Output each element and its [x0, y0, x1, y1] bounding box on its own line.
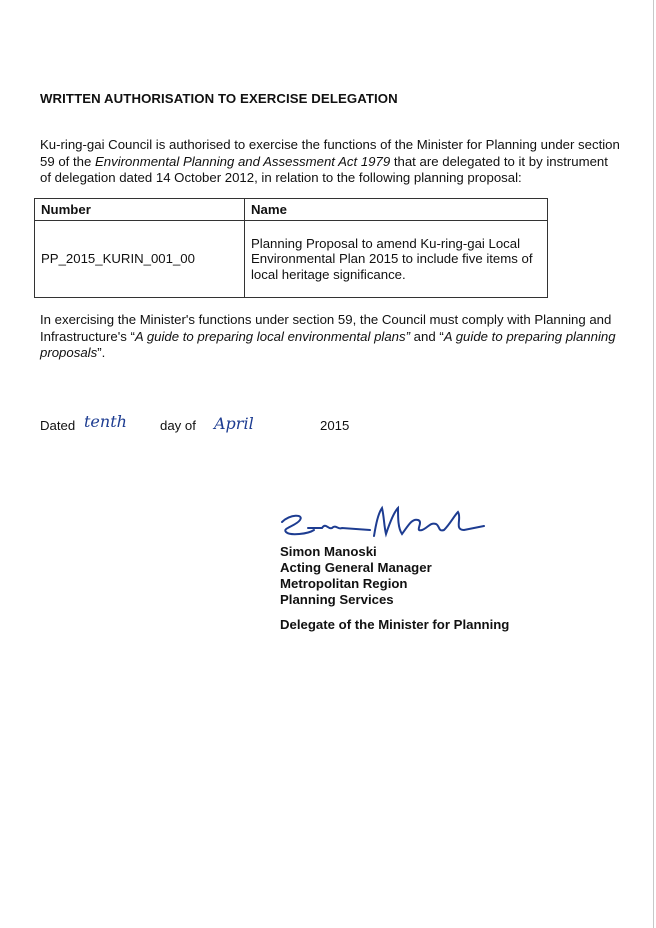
dated-label: Dated: [40, 418, 76, 433]
header-number: Number: [35, 199, 245, 221]
year-value: 2015: [320, 418, 350, 433]
signatory-block: [280, 544, 432, 608]
signatory-region: Metropolitan Region: [280, 576, 408, 591]
intro-text-1: Ku-ring-gai Council is authorised to exercise the functions of the Minister for Planning under section 59 of the: [40, 137, 620, 169]
compliance-text-3: ”.: [97, 345, 106, 360]
table-row: [35, 221, 548, 298]
intro-paragraph: [40, 137, 620, 187]
guide-lep: A guide to preparing local environmental plans”: [134, 328, 411, 344]
handwritten-day: tenth: [84, 412, 127, 431]
compliance-text-2: and “: [410, 328, 444, 344]
signatory-title: Acting General Manager: [280, 560, 432, 575]
act-title: Environmental Planning and Assessment Act 1979: [95, 153, 391, 169]
page-edge: [653, 0, 654, 928]
signatory-division: Planning Services: [280, 592, 394, 607]
delegate-line: Delegate of the Minister for Planning: [280, 617, 510, 632]
header-name: Name: [245, 199, 548, 221]
document-heading: WRITTEN AUTHORISATION TO EXERCISE DELEGATION: [40, 91, 398, 106]
proposal-number: PP_2015_KURIN_001_00: [35, 221, 245, 298]
guide-proposals: A guide to preparing planning proposals: [40, 328, 616, 360]
compliance-paragraph: [40, 312, 620, 362]
signatory-name: Simon Manoski: [280, 544, 377, 559]
intro-text-2: that are delegated to it by instrument of delegation dated 14 October 2012, in relation to the following planning proposal:: [40, 153, 608, 185]
table-header-row: [35, 199, 548, 221]
proposal-table: [34, 198, 548, 298]
proposal-name: Planning Proposal to amend Ku-ring-gai Local Environmental Plan 2015 to include five items of local heritage significance.: [245, 221, 548, 298]
compliance-text-1: In exercising the Minister's functions under section 59, the Council must comply with Planning and Infrastructure's “: [40, 312, 612, 344]
signature-image: [278, 500, 488, 542]
handwritten-month: April: [214, 414, 254, 433]
day-of-label: day of: [160, 418, 196, 433]
